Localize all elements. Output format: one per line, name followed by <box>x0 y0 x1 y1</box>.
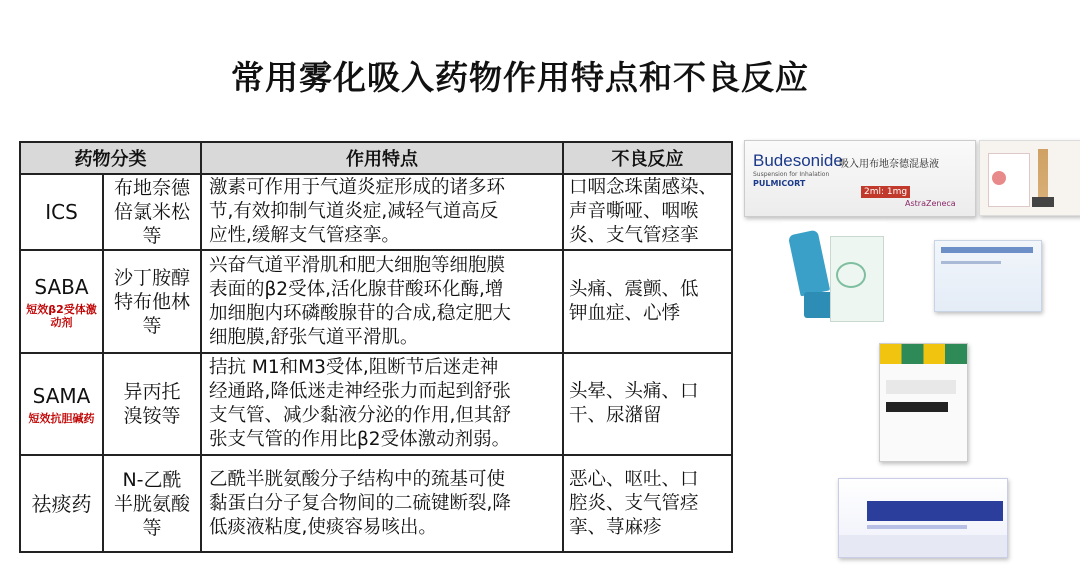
action-cell: 兴奋气道平滑肌和肥大细胞等细胞膜 表面的β2受体,活化腺苷酸环化酶,增 加细胞内环磷酸腺苷的合成,稳定肥大 细胞膜,舒张气道平滑肌。 <box>201 250 563 353</box>
maker-label: AstraZeneca <box>905 199 956 208</box>
terbutaline-package-image <box>934 240 1042 312</box>
header-drug-class: 药物分类 <box>20 142 201 174</box>
class-name: SAMA <box>32 383 91 408</box>
drug-names-cell: N-乙酰 半胱氨酸 等 <box>103 455 201 552</box>
table-row <box>20 250 732 353</box>
table-header-row <box>20 142 732 174</box>
class-name: 祛痰药 <box>31 491 92 516</box>
header-action: 作用特点 <box>201 142 563 174</box>
header-adverse: 不良反应 <box>563 142 732 174</box>
class-cell <box>20 455 103 552</box>
action-cell: 拮抗 M1和M3受体,阻断节后迷走神 经通路,降低迷走神经张力而起到舒张 支气管、减少黏液分泌的作用,但其舒 张支气管的作用比β2受体激动剂弱。 <box>201 353 563 455</box>
drug-names-cell: 异丙托 溴铵等 <box>103 353 201 455</box>
class-note: 短效β2受体激动剂 <box>26 302 97 329</box>
action-cell: 激素可作用于气道炎症形成的诸多环 节,有效抑制气道炎症,减轻气道高反 应性,缓解支气管痉挛。 <box>201 174 563 250</box>
drug-table <box>19 141 733 553</box>
class-note: 短效抗胆碱药 <box>28 411 95 425</box>
dose-label: 2ml: 1mg <box>861 186 910 198</box>
drug-names-cell: 沙丁胺醇 特布他林 等 <box>103 250 201 353</box>
class-cell <box>20 250 103 353</box>
adverse-cell: 口咽念珠菌感染、 声音嘶哑、咽喉 炎、支气管痉挛 <box>563 174 732 250</box>
action-cell: 乙酰半胱氨酸分子结构中的巯基可使 黏蛋白分子复合物间的二硫键断裂,降 低痰液粘度,使痰容易咳出。 <box>201 455 563 552</box>
acetylcysteine-box-image <box>838 478 1008 558</box>
budesonide-package-image <box>744 140 976 217</box>
salbutamol-inhaler-image <box>782 222 887 330</box>
class-cell <box>20 174 103 250</box>
budesonide-cn: 吸入用布地奈德混悬液 <box>839 159 939 170</box>
class-name: ICS <box>45 200 78 224</box>
table-row <box>20 455 732 552</box>
table-row <box>20 353 732 455</box>
table-row <box>20 174 732 250</box>
pulmicort-label: PULMICORT <box>753 179 806 188</box>
page-title: 常用雾化吸入药物作用特点和不良反应 <box>231 58 809 97</box>
adverse-cell: 头痛、震颤、低 钾血症、心悸 <box>563 250 732 353</box>
budesonide-brand: Budesonide <box>753 151 843 170</box>
drug-names-cell: 布地奈德 倍氯米松 等 <box>103 174 201 250</box>
adverse-cell: 恶心、呕吐、口 腔炎、支气管痉 挛、荨麻疹 <box>563 455 732 552</box>
class-cell <box>20 353 103 455</box>
class-name: SABA <box>34 274 89 299</box>
ipratropium-box-image <box>879 343 968 462</box>
inhaler-box-image <box>979 140 1080 216</box>
budesonide-sub: Suspension for Inhalation <box>753 171 830 178</box>
adverse-cell: 头晕、头痛、口 干、尿潴留 <box>563 353 732 455</box>
